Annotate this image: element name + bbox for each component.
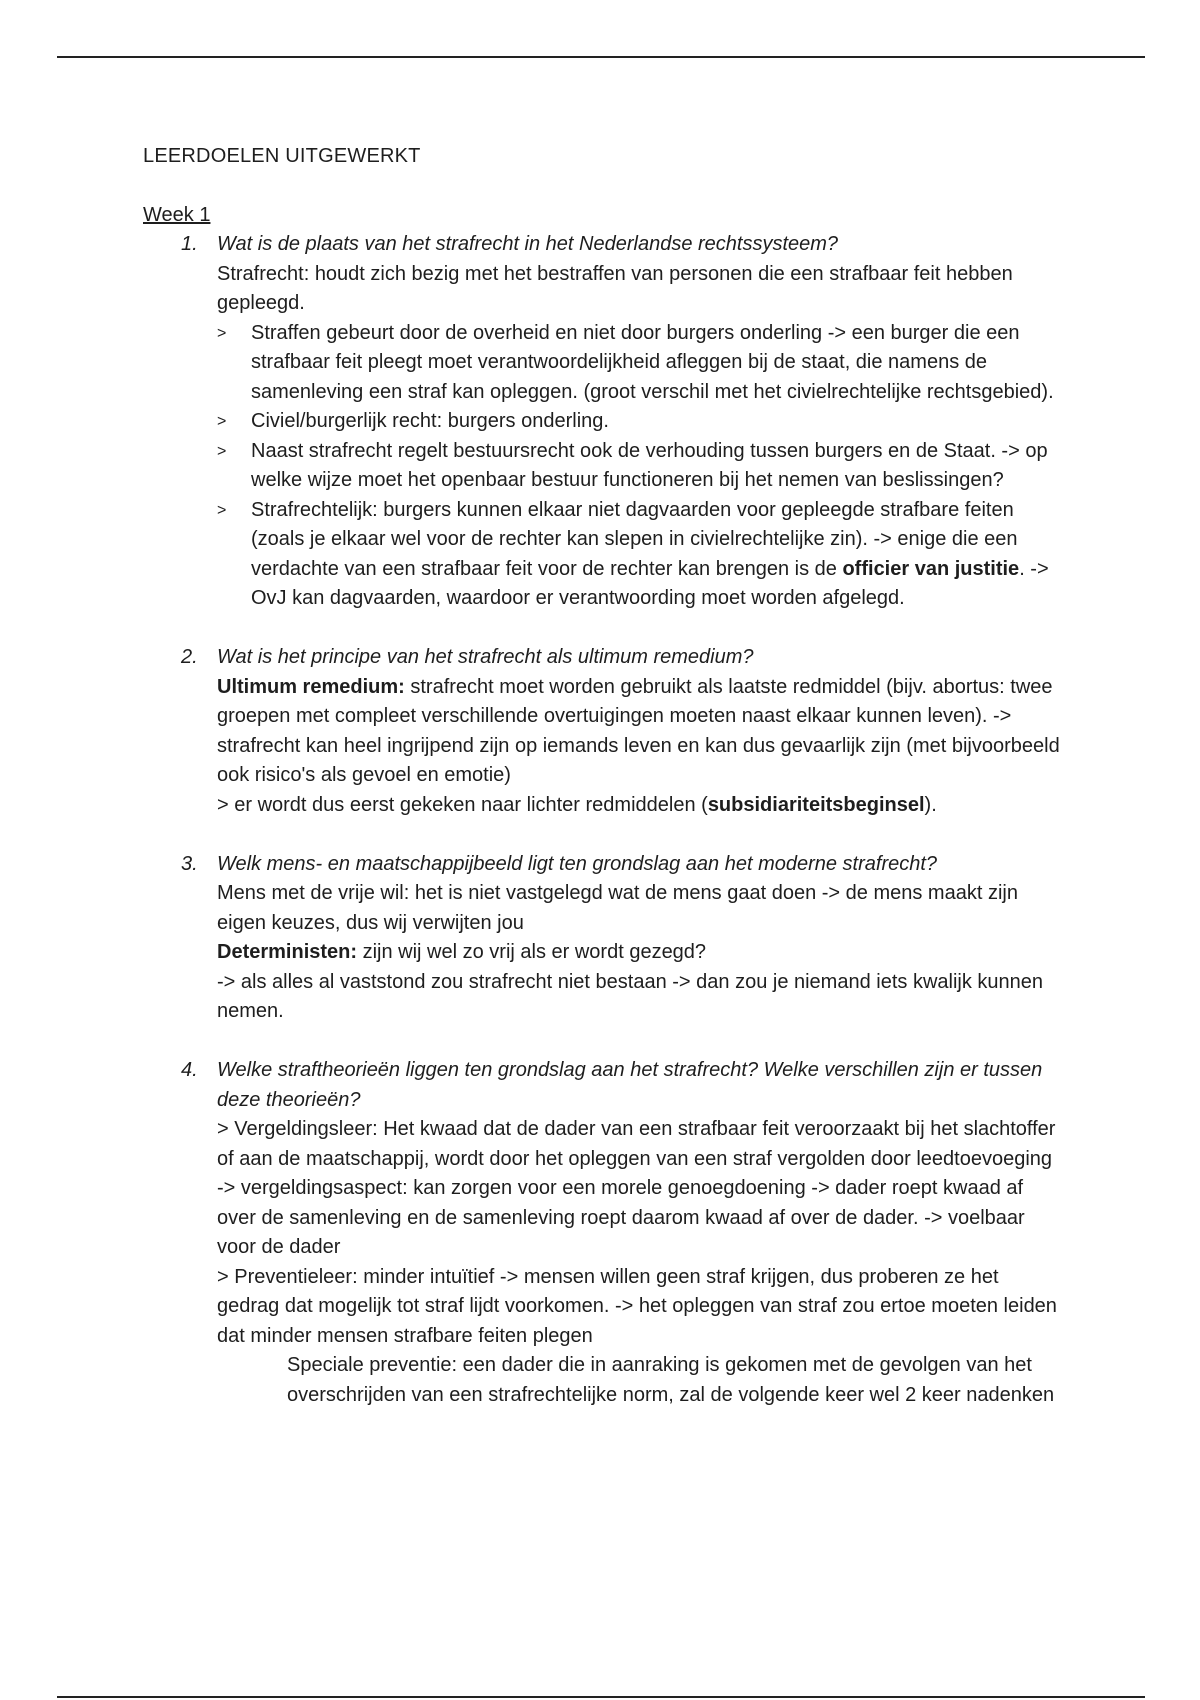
week-heading: Week 1 [143,203,211,226]
answer-text: zijn wij wel zo vrij als er wordt gezegd? [357,941,707,963]
bullet-item [217,437,1063,496]
question-4 [143,1056,1063,1410]
bullet-marker: > [217,324,227,342]
answer-text: strafrecht moet worden gebruikt als laatste redmiddel (bijv. abortus: twee groepen met compleet verschillende overtuigingen moeten naast elkaar kunnen leven). -> strafrecht kan heel ingrijpend zijn op iemands leven en kan dus gevaarlijk zijn (met bijvoorbeeld ook risico's als gevoel en emotie) [217,675,1060,786]
answer-paragraph: -> als alles al vaststond zou strafrecht niet bestaan -> dan zou je niemand iets kwalijk kunnen nemen. [217,970,1044,1022]
question-text: Wat is het principe van het strafrecht als ultimum remedium? [217,646,754,668]
question-3 [143,850,1063,1027]
question-number: 1. [181,233,198,255]
question-text: Welke straftheorieën liggen ten grondslag aan het strafrecht? Welke verschillen zijn er tussen deze theorieën? [217,1059,1043,1111]
bullet-text [251,499,1049,610]
question-text: Wat is de plaats van het strafrecht in het Nederlandse rechtssysteem? [217,233,839,255]
bold-term: Ultimum remedium: [217,675,405,698]
bullet-item [217,319,1063,408]
bullet-marker: > [217,413,227,430]
answer-paragraph [217,673,1063,791]
bullet-marker: > [217,501,227,519]
question-number: 2. [181,646,198,668]
header-rule [57,56,1145,58]
question-number: 3. [181,852,198,875]
bullet-marker: > [217,442,227,460]
question-number: 4. [181,1059,198,1081]
bold-term: subsidiariteitsbeginsel [707,793,925,816]
answer-text: > er wordt dus eerst gekeken naar lichter redmiddelen ( [217,793,708,816]
document-body [143,142,1063,1410]
bullet-text-part: Strafrechtelijk: burgers kunnen elkaar niet dagvaarden voor gepleegde strafbare feiten (zoals je elkaar wel voor de rechter kan slepen in civielrechtelijke zin). -> enige die een verdachte van een strafbaar feit voor de rechter kan brengen is de [251,498,1018,580]
question-text: Welk mens- en maatschappijbeeld ligt ten grondslag aan het moderne strafrecht? [217,852,938,875]
answer-paragraph: Strafrecht: houdt zich bezig met het bestraffen van personen die een strafbaar feit hebben gepleegd. [217,262,1013,314]
answer-paragraph: > Preventieleer: minder intuïtief -> mensen willen geen straf krijgen, dus proberen ze het gedrag dat mogelijk tot straf lijdt voorkomen. -> het opleggen van straf zou ertoe moeten leiden dat minder mensen strafbare feiten plegen [217,1265,1057,1347]
bullet-text: Naast strafrecht regelt bestuursrecht ook de verhouding tussen burgers en de Staat. -> op welke wijze moet het openbaar bestuur functioneren bij het nemen van beslissingen? [251,439,1048,491]
question-2 [143,643,1063,820]
bullet-item [217,496,1063,614]
answer-paragraph [217,791,1063,821]
answer-text: ). [924,793,937,816]
indented-paragraph: Speciale preventie: een dader die in aanraking is gekomen met de gevolgen van het overschrijden van een strafrechtelijke norm, zal de volgende keer wel 2 keer nadenken [287,1354,1055,1406]
bold-term: officier van justitie [842,557,1020,580]
bullet-text-part: . -> OvJ kan dagvaarden, waardoor er verantwoording moet worden afgelegd. [251,557,1049,609]
document-title: LEERDOELEN UITGEWERKT [143,145,421,167]
answer-paragraph: > Vergeldingsleer: Het kwaad dat de dader van een strafbaar feit veroorzaakt bij het slachtoffer of aan de maatschappij, wordt door het opleggen van een straf vergolden door leedtoevoeging -> vergeldingsaspect: kan zorgen voor een morele genoegdoening -> dader roept kwaad af over de samenleving en de samenleving roept daarom kwaad af over de dader. -> voelbaar voor de dader [217,1118,1056,1258]
answer-paragraph [217,938,1063,968]
bullet-text: Straffen gebeurt door de overheid en niet door burgers onderling -> een burger die een strafbaar feit pleegt moet verantwoordelijkheid afleggen bij de staat, die namens de samenleving een straf kan opleggen. (groot verschil met het civielrechtelijke rechtsgebied). [251,321,1054,403]
answer-paragraph: Mens met de vrije wil: het is niet vastgelegd wat de mens gaat doen -> de mens maakt zijn eigen keuzes, dus wij verwijten jou [217,882,1018,934]
question-1 [143,230,1063,614]
footer-rule [57,1696,1145,1698]
bullet-item [217,407,1063,437]
bold-term: Deterministen: [217,941,358,963]
bullet-text: Civiel/burgerlijk recht: burgers onderling. [251,410,609,432]
